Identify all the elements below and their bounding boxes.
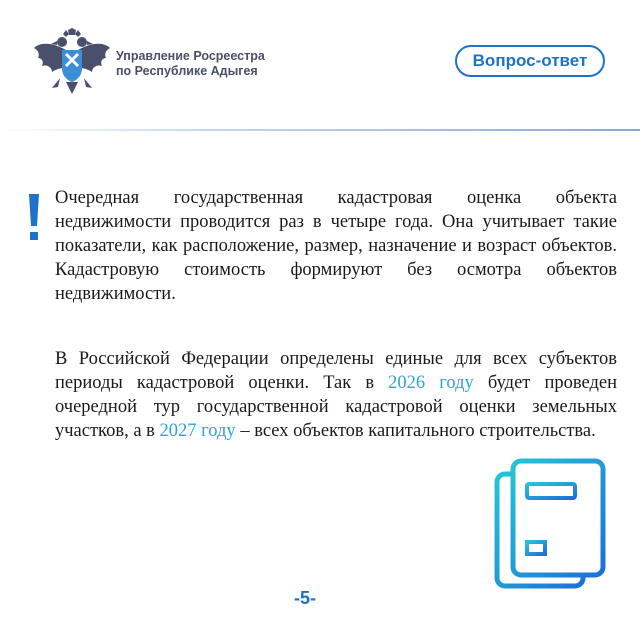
p2-highlight-2026: 2026 году — [388, 373, 474, 393]
page-number: -5- — [294, 588, 316, 608]
double-headed-eagle-icon — [32, 28, 112, 100]
p2-text-b: будет проведен очередной тур государственной кадастровой оценки земельных участков, а в — [55, 373, 617, 441]
org-name-line2: по Республике Адыгея — [116, 64, 258, 78]
paragraph-1: Очередная государственная кадастровая оценка объекта недвижимости проводится раз в четыре года. Она учитывает такие показатели, как расположение, размер, назначение и возраст объектов. Кадастровую стоимость формируют без осмотра объектов недвижимости. — [55, 188, 617, 304]
exclamation-icon — [26, 186, 42, 246]
p2-highlight-2027: 2027 году — [159, 421, 236, 441]
documents-icon — [494, 458, 608, 590]
qa-badge: Вопрос-ответ — [455, 45, 605, 77]
p2-text-c: – всех объектов капитального строительства. — [235, 421, 596, 441]
p2-text-a: В Российской Федерации определены единые для всех субъектов периоды кадастровой оценки. Так в — [55, 349, 617, 393]
org-logo — [32, 28, 265, 100]
paragraph-2 — [55, 347, 617, 443]
header-divider — [0, 129, 640, 131]
org-name — [116, 49, 265, 79]
org-name-line1: Управление Росреестра — [116, 49, 265, 63]
